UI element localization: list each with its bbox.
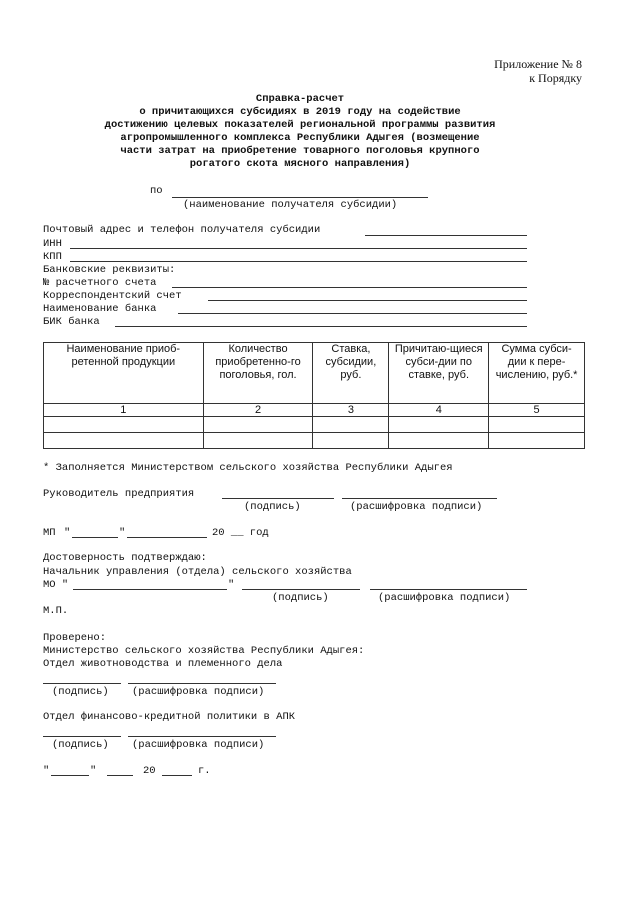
dept-finance-label: Отдел финансово-кредитной политики в АПК	[43, 711, 296, 723]
head-label: Руководитель предприятия	[43, 488, 195, 500]
mp-label: МП	[43, 527, 56, 539]
dept-livestock-label: Отдел животноводства и племенного дела	[43, 658, 283, 670]
bank-name-label: Наименование банка	[43, 303, 157, 315]
bik-label: БИК банка	[43, 316, 100, 328]
mo-name-line[interactable]	[73, 589, 227, 590]
date-year: 20	[143, 765, 156, 777]
head-sign-caption: (подпись)	[244, 501, 301, 513]
title-line-2: о причитающихся субсидиях в 2019 году на содействие	[139, 106, 461, 118]
footnote: * Заполняется Министерством сельского хозяйства Республики Адыгея	[43, 462, 453, 474]
postal-address-line[interactable]	[365, 235, 527, 236]
mp-month-line[interactable]	[127, 537, 207, 538]
table-cell[interactable]	[203, 433, 313, 449]
mp-stamp-label: М.П.	[43, 605, 69, 617]
table-cell[interactable]	[313, 433, 389, 449]
kpp-line[interactable]	[70, 261, 527, 262]
mp-year: 20 __ год	[212, 527, 269, 539]
confirm-position: Начальник управления (отдела) сельского хозяйства	[43, 566, 352, 578]
header-product: Наименование приоб-ретенной продукции	[44, 343, 204, 404]
appendix-line-1: Приложение № 8	[494, 57, 582, 71]
dept-livestock-decode-line[interactable]	[128, 683, 276, 684]
dept-livestock-decode-caption: (расшифровка подписи)	[132, 686, 265, 698]
title-line-1: Справка-расчет	[255, 93, 345, 105]
mp-day-line[interactable]	[72, 537, 118, 538]
col-number: 1	[44, 404, 204, 417]
table-cell[interactable]	[203, 417, 313, 433]
head-decode-caption: (расшифровка подписи)	[350, 501, 483, 513]
head-decode-line[interactable]	[342, 498, 497, 499]
appendix-line-2: к Порядку	[529, 71, 582, 85]
date-month-line[interactable]	[107, 775, 133, 776]
title-line-3: достижению целевых показателей региональной программы развития	[104, 119, 496, 131]
table-cell[interactable]	[44, 417, 204, 433]
confirm-label: Достоверность подтверждаю:	[43, 552, 207, 564]
account-label: № расчетного счета	[43, 277, 157, 289]
kpp-label: КПП	[43, 251, 62, 263]
bik-line[interactable]	[115, 326, 527, 327]
header-quantity: Количество приобретенно-го поголовья, гол.	[203, 343, 313, 404]
confirm-sign-line[interactable]	[242, 589, 360, 590]
date-quote-close: "	[90, 765, 97, 777]
inn-line[interactable]	[70, 248, 527, 249]
recipient-prefix: по	[150, 185, 163, 197]
dept-finance-decode-line[interactable]	[128, 736, 276, 737]
dept-finance-decode-caption: (расшифровка подписи)	[132, 739, 265, 751]
table-cell[interactable]	[489, 433, 585, 449]
confirm-decode-caption: (расшифровка подписи)	[378, 592, 511, 604]
confirm-decode-line[interactable]	[370, 589, 527, 590]
date-quote-open: "	[43, 765, 50, 777]
header-due: Причитаю-щиеся субси-дии по ставке, руб.	[389, 343, 489, 404]
inn-label: ИНН	[43, 238, 62, 250]
mo-label: МО "	[43, 579, 69, 591]
header-transfer: Сумма субси-дии к пере-числению, руб.*	[489, 343, 585, 404]
head-sign-line[interactable]	[222, 498, 334, 499]
mo-quote-close: "	[228, 579, 235, 591]
mp-quote-open: "	[64, 527, 71, 539]
title-line-6: рогатого скота мясного направления)	[189, 158, 411, 170]
col-number: 5	[489, 404, 585, 417]
dept-livestock-sign-line[interactable]	[43, 683, 121, 684]
checked-label: Проверено:	[43, 632, 107, 644]
recipient-name-line[interactable]	[172, 197, 428, 198]
corr-account-line[interactable]	[208, 300, 527, 301]
header-rate: Ставка, субсидии, руб.	[313, 343, 389, 404]
table-cell[interactable]	[389, 433, 489, 449]
title-line-4: агропромышленного комплекса Республики Адыгея (возмещение	[120, 132, 480, 144]
recipient-caption: (наименование получателя субсидии)	[183, 199, 398, 211]
account-line[interactable]	[172, 287, 527, 288]
postal-address-label: Почтовый адрес и телефон получателя субсидии	[43, 224, 321, 236]
date-suffix: г.	[198, 765, 211, 777]
col-number: 4	[389, 404, 489, 417]
dept-finance-sign-line[interactable]	[43, 736, 121, 737]
table-cell[interactable]	[389, 417, 489, 433]
col-number: 2	[203, 404, 313, 417]
table-cell[interactable]	[44, 433, 204, 449]
date-year-line[interactable]	[162, 775, 192, 776]
bank-name-line[interactable]	[178, 313, 527, 314]
dept-finance-sign-caption: (подпись)	[52, 739, 109, 751]
table-cell[interactable]	[489, 417, 585, 433]
date-day-line[interactable]	[51, 775, 89, 776]
ministry-label: Министерство сельского хозяйства Республики Адыгея:	[43, 645, 365, 657]
subsidy-table	[43, 342, 585, 449]
corr-account-label: Корреспондентский счет	[43, 290, 182, 302]
col-number: 3	[313, 404, 389, 417]
confirm-sign-caption: (подпись)	[272, 592, 329, 604]
bank-details-label: Банковские реквизиты:	[43, 264, 176, 276]
table-cell[interactable]	[313, 417, 389, 433]
title-line-5: части затрат на приобретение товарного поголовья крупного	[120, 145, 480, 157]
mp-quote-close: "	[119, 527, 126, 539]
dept-livestock-sign-caption: (подпись)	[52, 686, 109, 698]
